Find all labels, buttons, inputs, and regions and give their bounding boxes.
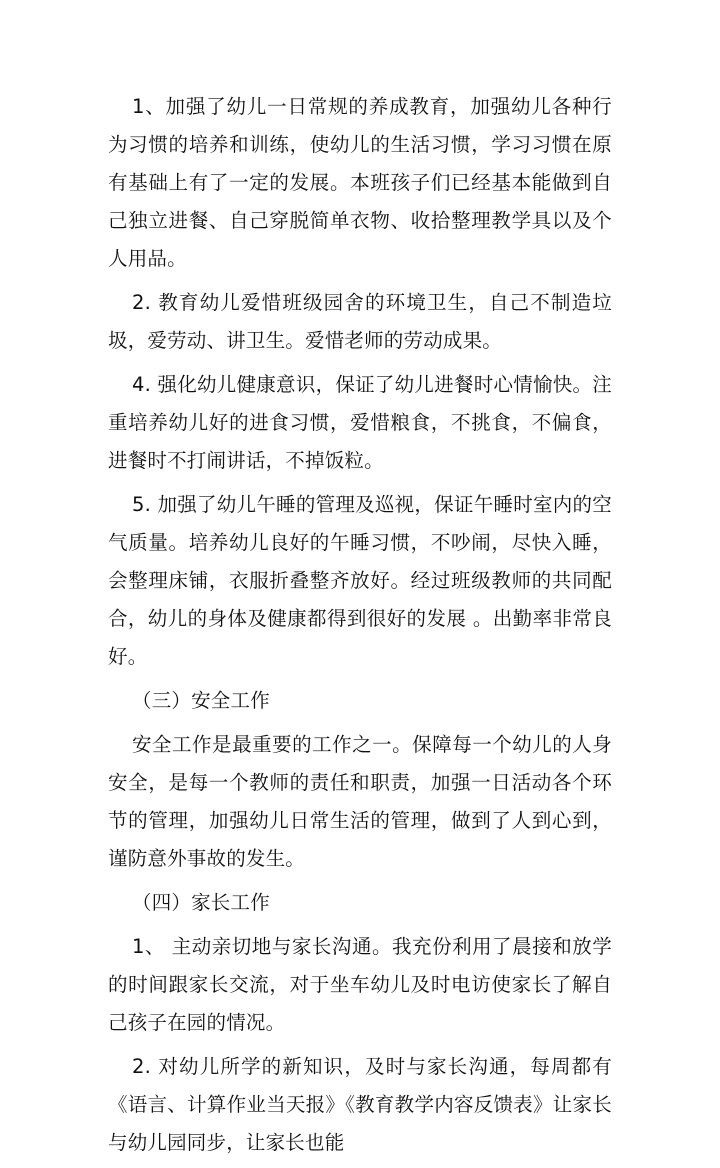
paragraph-health-awareness: 4. 强化幼儿健康意识，保证了幼儿进餐时心情愉快。注重培养幼儿好的进食习惯，爱惜粮食，不挑食，不偏食，进餐时不打闹讲话，不掉饭粒。 [108,373,612,472]
paragraph-parent-feedback: 2. 对幼儿所学的新知识，及时与家长沟通，每周都有《语言、计算作业当天报》《教育教学内容反馈表》让家长与幼儿园同步，让家长也能 [108,1055,612,1154]
paragraph-safety-work: 安全工作是最重要的工作之一。保障每一个幼儿的人身安全，是每一个教师的责任和职责，加强一日活动各个环节的管理，加强幼儿日常生活的管理，做到了人到心到，谨防意外事故的发生。 [108,733,612,870]
section-heading-parents: （四）家长工作 [132,891,270,914]
paragraph-nap-management: 5. 加强了幼儿午睡的管理及巡视，保证午睡时室内的空气质量。培养幼儿良好的午睡习惯，不吵闹，尽快入睡，会整理床铺，衣服折叠整齐放好。经过班级教师的共同配合，幼儿的身体及健康都得到很好的发展 。出勤率非常良好。 [108,493,612,668]
section-heading-safety: （三）安全工作 [132,689,270,712]
paragraph-routine-education: 1、加强了幼儿一日常规的养成教育，加强幼儿各种行为习惯的培养和训练，使幼儿的生活习惯，学习习惯在原有基础上有了一定的发展。本班孩子们已经基本能做到自己独立进餐、自己穿脱简单衣物、收拾整理教学具以及个人用品。 [108,95,612,270]
paragraph-parent-communication: 1、 主动亲切地与家长沟通。我充份利用了晨接和放学的时间跟家长交流，对于坐车幼儿及时电访使家长了解自己孩子在园的情况。 [108,935,612,1034]
document-body [108,88,612,1168]
paragraph-environment-hygiene: 2. 教育幼儿爱惜班级园舍的环境卫生，自己不制造垃圾，爱劳动、讲卫生。爱惜老师的劳动成果。 [108,291,612,352]
